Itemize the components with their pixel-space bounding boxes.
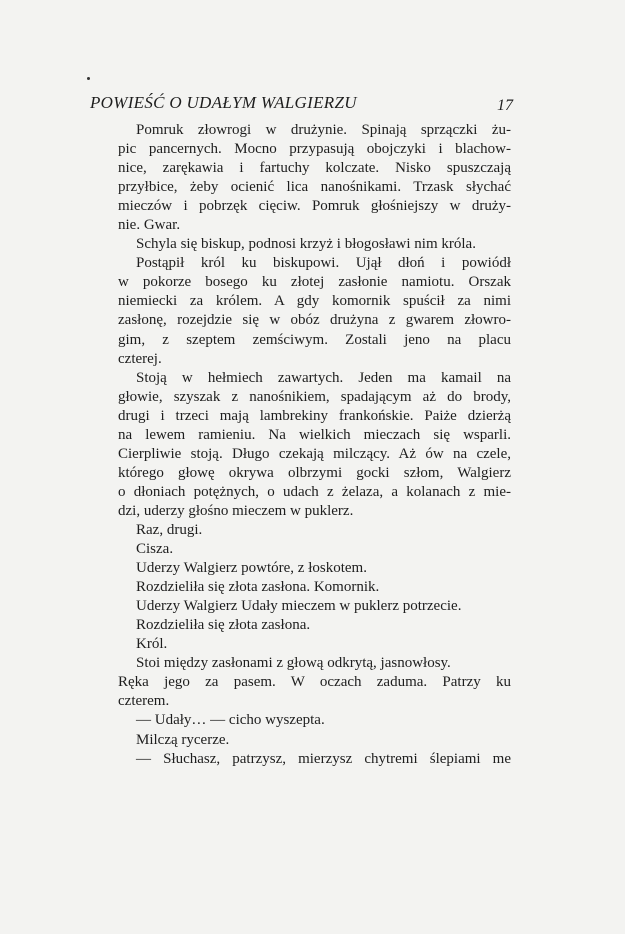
text-line: Stoją w hełmiech zawartych. Jeden ma kamail na <box>136 369 511 386</box>
text-line: w pokorze bosego ku złotej zasłonie namiotu. Orszak <box>118 274 511 291</box>
text-line: dzi, uderzy głośno mieczem w puklerz. <box>118 502 354 519</box>
text-line: o dłoniach potężnych, o udach z żelaza, a kolanach z mie- <box>118 483 511 500</box>
text-line: Ręka jego za pasem. W oczach zaduma. Patrzy ku <box>118 674 511 691</box>
text-line: Cisza. <box>136 541 174 558</box>
text-line: Uderzy Walgierz powtóre, z łoskotem. <box>136 560 367 577</box>
text-line: Król. <box>136 636 168 653</box>
text-line: na lewem ramieniu. Na wielkich mieczach się wsparli. <box>118 426 511 443</box>
text-line: nie. Gwar. <box>118 217 181 234</box>
text-line: gim, z szeptem zemściwym. Zostali jeno na placu <box>118 331 511 348</box>
page-number: 17 <box>497 97 513 114</box>
text-line: Milczą rycerze. <box>136 731 230 748</box>
text-line: pic pancernych. Mocno przypasują obojczyki i blachow- <box>118 141 511 158</box>
body-text <box>118 121 511 769</box>
text-line: czterej. <box>118 350 162 367</box>
text-line: przyłbice, żeby ocienić lica nanośnikami. Trzask słychać <box>118 179 511 196</box>
text-line: Pomruk złowrogi w drużynie. Spinają sprzączki żu- <box>136 122 511 138</box>
text-line: Cierpliwie stoją. Długo czekają milczący. Aż ów na czele, <box>118 445 511 462</box>
text-line: mieczów i pobrzęk cięciw. Pomruk głośniejszy w druży- <box>118 198 511 215</box>
text-line: Schyla się biskup, podnosi krzyż i błogosławi nim króla. <box>136 236 476 253</box>
text-line: nice, zarękawia i fartuchy kolczate. Nisko spuszczają <box>118 160 511 177</box>
text-line: Rozdzieliła się złota zasłona. Komornik. <box>136 579 380 596</box>
text-line: zasłonę, rozejdzie się w obóz drużyna z gwarem złowro- <box>118 312 511 329</box>
text-line: — Udały… — cicho wyszepta. <box>136 712 325 729</box>
text-line: Uderzy Walgierz Udały mieczem w puklerz potrzecie. <box>136 598 462 615</box>
text-line: głowie, szyszak z nanośnikiem, spadającym aż do brody, <box>118 388 511 405</box>
text-line: Rozdzieliła się złota zasłona. <box>136 617 311 634</box>
text-line: niemiecki za królem. A gdy komornik spuścił za nimi <box>118 293 511 310</box>
text-line: drugi i trzeci mają lambrekiny frankońskie. Paiże dzierżą <box>118 407 511 424</box>
text-line: Postąpił król ku biskupowi. Ujął dłoń i powiódł <box>136 255 511 272</box>
text-line: Raz, drugi. <box>136 521 203 538</box>
ink-speck <box>87 77 90 80</box>
text-line: którego głowę okrywa olbrzymi gocki szłom, Walgierz <box>118 464 511 481</box>
text-line: — Słuchasz, patrzysz, mierzysz chytremi ślepiami me <box>136 750 511 767</box>
text-line: Stoi między zasłonami z głową odkrytą, jasnowłosy. <box>136 655 451 672</box>
text-line: czterem. <box>118 693 170 710</box>
running-title: POWIEŚĆ O UDAŁYM WALGIERZU <box>90 93 357 112</box>
